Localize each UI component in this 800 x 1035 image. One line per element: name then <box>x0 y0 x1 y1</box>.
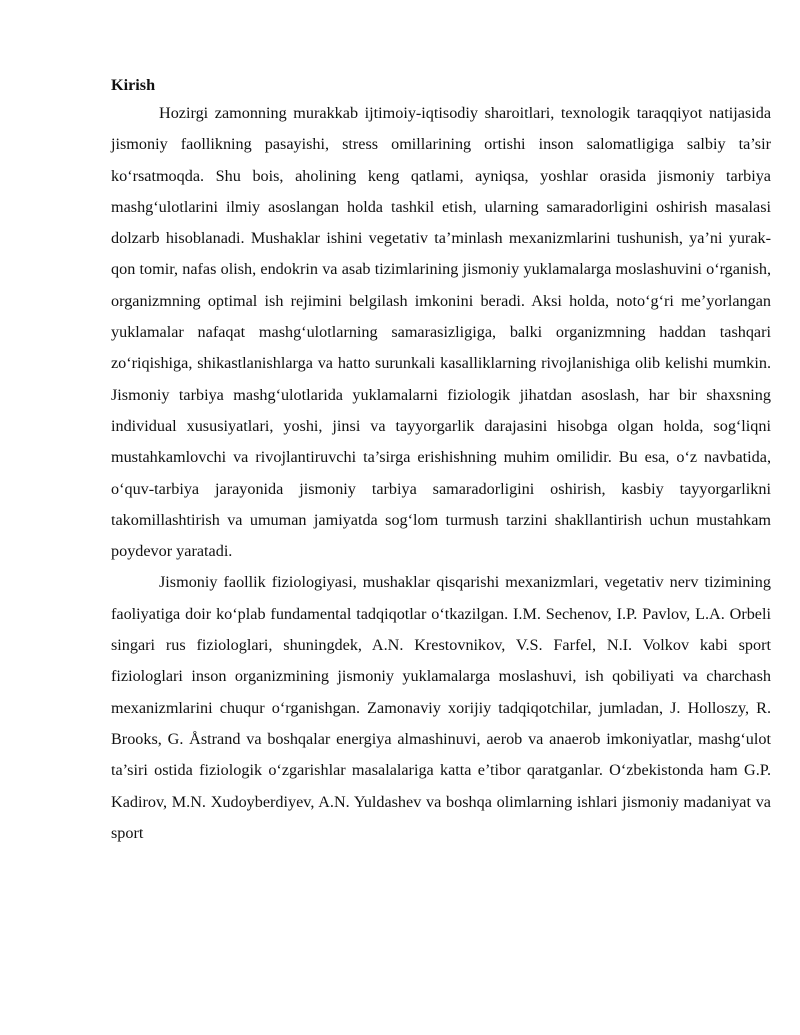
section-heading: Kirish <box>111 76 156 94</box>
document-page <box>111 72 771 849</box>
paragraph-research-overview: Jismoniy faollik fiziologiyasi, mushaklar qisqarishi mexanizmlari, vegetativ nerv tizimining faoliyatiga doir ko‘plab fundamental tadqiqotlar o‘tkazilgan. I.M. Sechenov, I.P. Pavlov, L.A. Orbeli singari rus fiziologlari, shuningdek, A.N. Krestovnikov, V.S. Farfel, N.I. Volkov kabi sport fiziologlari inson organizmining jismoniy yuklamalarga moslashuvi, ish qobiliyati va charchash mexanizmlarini chuqur o‘rganishgan. Zamonaviy xorijiy tadqiqotchilar, jumladan, J. Holloszy, R. Brooks, G. Åstrand va boshqalar energiya almashinuvi, aerob va anaerob imkoniyatlar, mashg‘ulot ta’siri ostida fiziologik o‘zgarishlar masalalariga katta e’tibor qaratganlar. O‘zbekistonda ham G.P. Kadirov, M.N. Xudoyberdiyev, A.N. Yuldashev va boshqa olimlarning ishlari jismoniy madaniyat va sport <box>111 573 771 842</box>
paragraph-introduction: Hozirgi zamonning murakkab ijtimoiy-iqtisodiy sharoitlari, texnologik taraqqiyot natijasida jismoniy faollikning pasayishi, stress omillarining ortishi inson salomatligiga salbiy ta’sir ko‘rsatmoqda. Shu bois, aholining keng qatlami, ayniqsa, yoshlar orasida jismoniy tarbiya mashg‘ulotlarini ilmiy asoslangan holda tashkil etish, ularning samaradorligini oshirish masalasi dolzarb hisoblanadi. Mushaklar ishini vegetativ ta’minlash mexanizmlarini tushunish, ya’ni yurak-qon tomir, nafas olish, endokrin va asab tizimlarining jismoniy yuklamalarga moslashuvini o‘rganish, organizmning optimal ish rejimini belgilash imkonini beradi. Aksi holda, noto‘g‘ri me’yorlangan yuklamalar nafaqat mashg‘ulotlarning samarasizligiga, balki organizmning haddan tashqari zo‘riqishiga, shikastlanishlarga va hatto surunkali kasalliklarning rivojlanishiga olib kelishi mumkin. Jismoniy tarbiya mashg‘ulotlarida yuklamalarni fiziologik jihatdan asoslash, har bir shaxsning individual xususiyatlari, yoshi, jinsi va tayyorgarlik darajasini hisobga olgan holda, sog‘liqni mustahkamlovchi va rivojlantiruvchi ta’sirga erishishning muhim omilidir. Bu esa, o‘z navbatida, o‘quv-tarbiya jarayonida jismoniy tarbiya samaradorligini oshirish, kasbiy tayyorgarlikni takomillashtirish va umuman jamiyatda sog‘lom turmush tarzini shakllantirish uchun mustahkam poydevor yaratadi. <box>111 104 771 561</box>
